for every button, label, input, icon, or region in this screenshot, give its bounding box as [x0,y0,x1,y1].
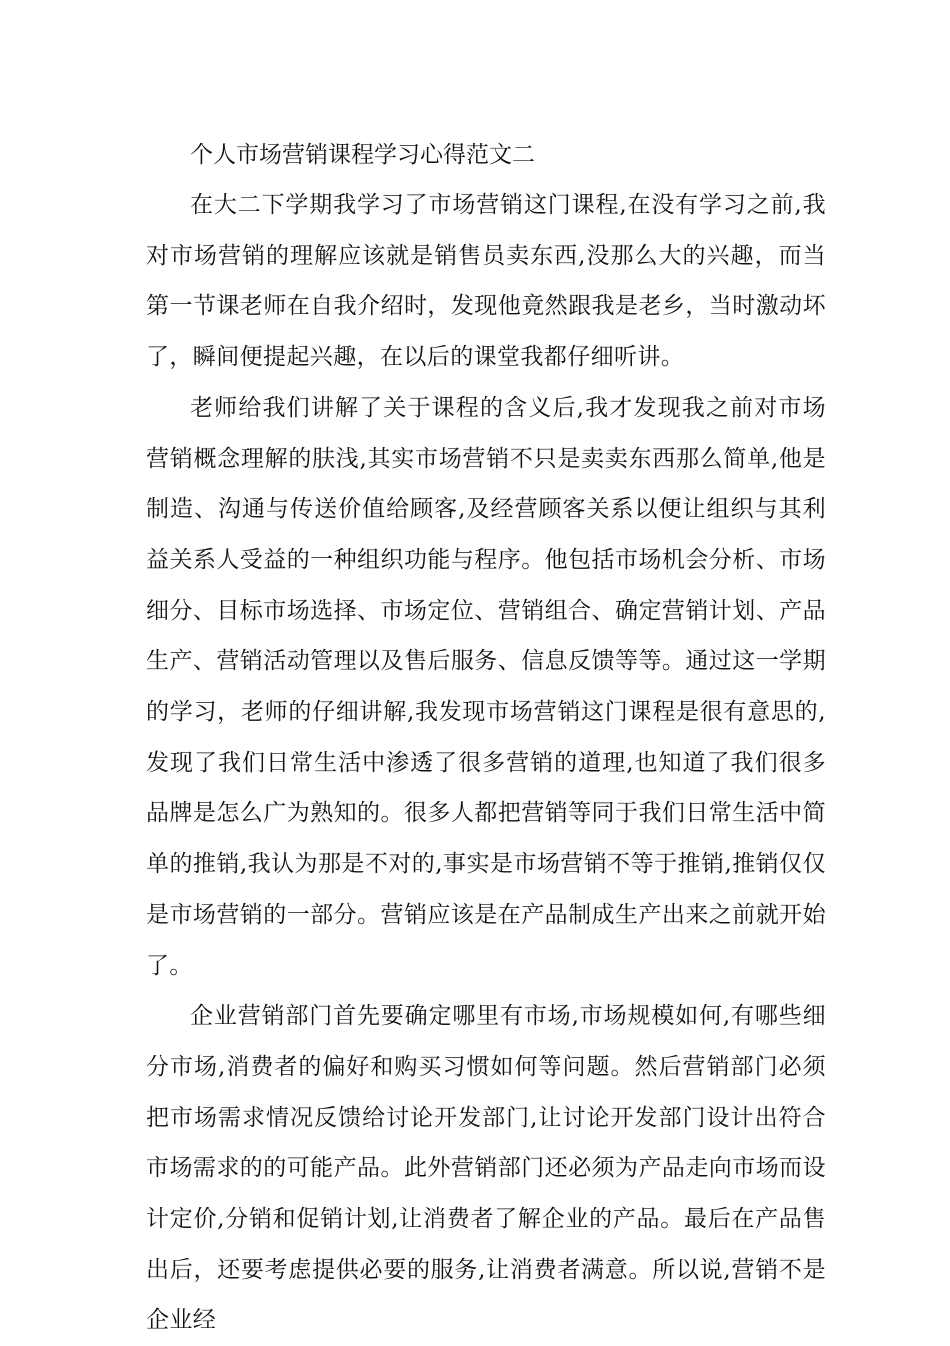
paragraph-1: 在大二下学期我学习了市场营销这门课程,在没有学习之前,我对市场营销的理解应该就是销售员卖东西,没那么大的兴趣，而当第一节课老师在自我介绍时，发现他竟然跟我是老乡，当时激动坏了，瞬间便提起兴趣，在以后的课堂我都仔细听讲。 [146,192,826,371]
paragraph-2: 老师给我们讲解了关于课程的含义后,我才发现我之前对市场营销概念理解的肤浅,其实市场营销不只是卖卖东西那么简单,他是制造、沟通与传送价值给顾客,及经营顾客关系以便让组织与其利益关系人受益的一种组织功能与程序。他包括市场机会分析、市场细分、目标市场选择、市场定位、营销组合、确定营销计划、产品生产、营销活动管理以及售后服务、信息反馈等等。通过这一学期的学习，老师的仔细讲解,我发现市场营销这门课程是很有意思的,发现了我们日常生活中渗透了很多营销的道理,也知道了我们很多品牌是怎么广为熟知的。很多人都把营销等同于我们日常生活中简单的推销,我认为那是不对的,事实是市场营销不等于推销,推销仅仅是市场营销的一部分。营销应该是在产品制成生产出来之前就开始了。 [146,394,826,979]
document-title: 个人市场营销课程学习心得范文二 [190,142,535,168]
document-body [146,130,826,1346]
paragraph-3: 企业营销部门首先要确定哪里有市场,市场规模如何,有哪些细分市场,消费者的偏好和购买习惯如何等问题。然后营销部门必须把市场需求情况反馈给讨论开发部门,让讨论开发部门设计出符合市场需求的的可能产品。此外营销部门还必须为产品走向市场而设计定价,分销和促销计划,让消费者了解企业的产品。最后在产品售出后，还要考虑提供必要的服务,让消费者满意。所以说,营销不是企业经 [146,1003,826,1334]
